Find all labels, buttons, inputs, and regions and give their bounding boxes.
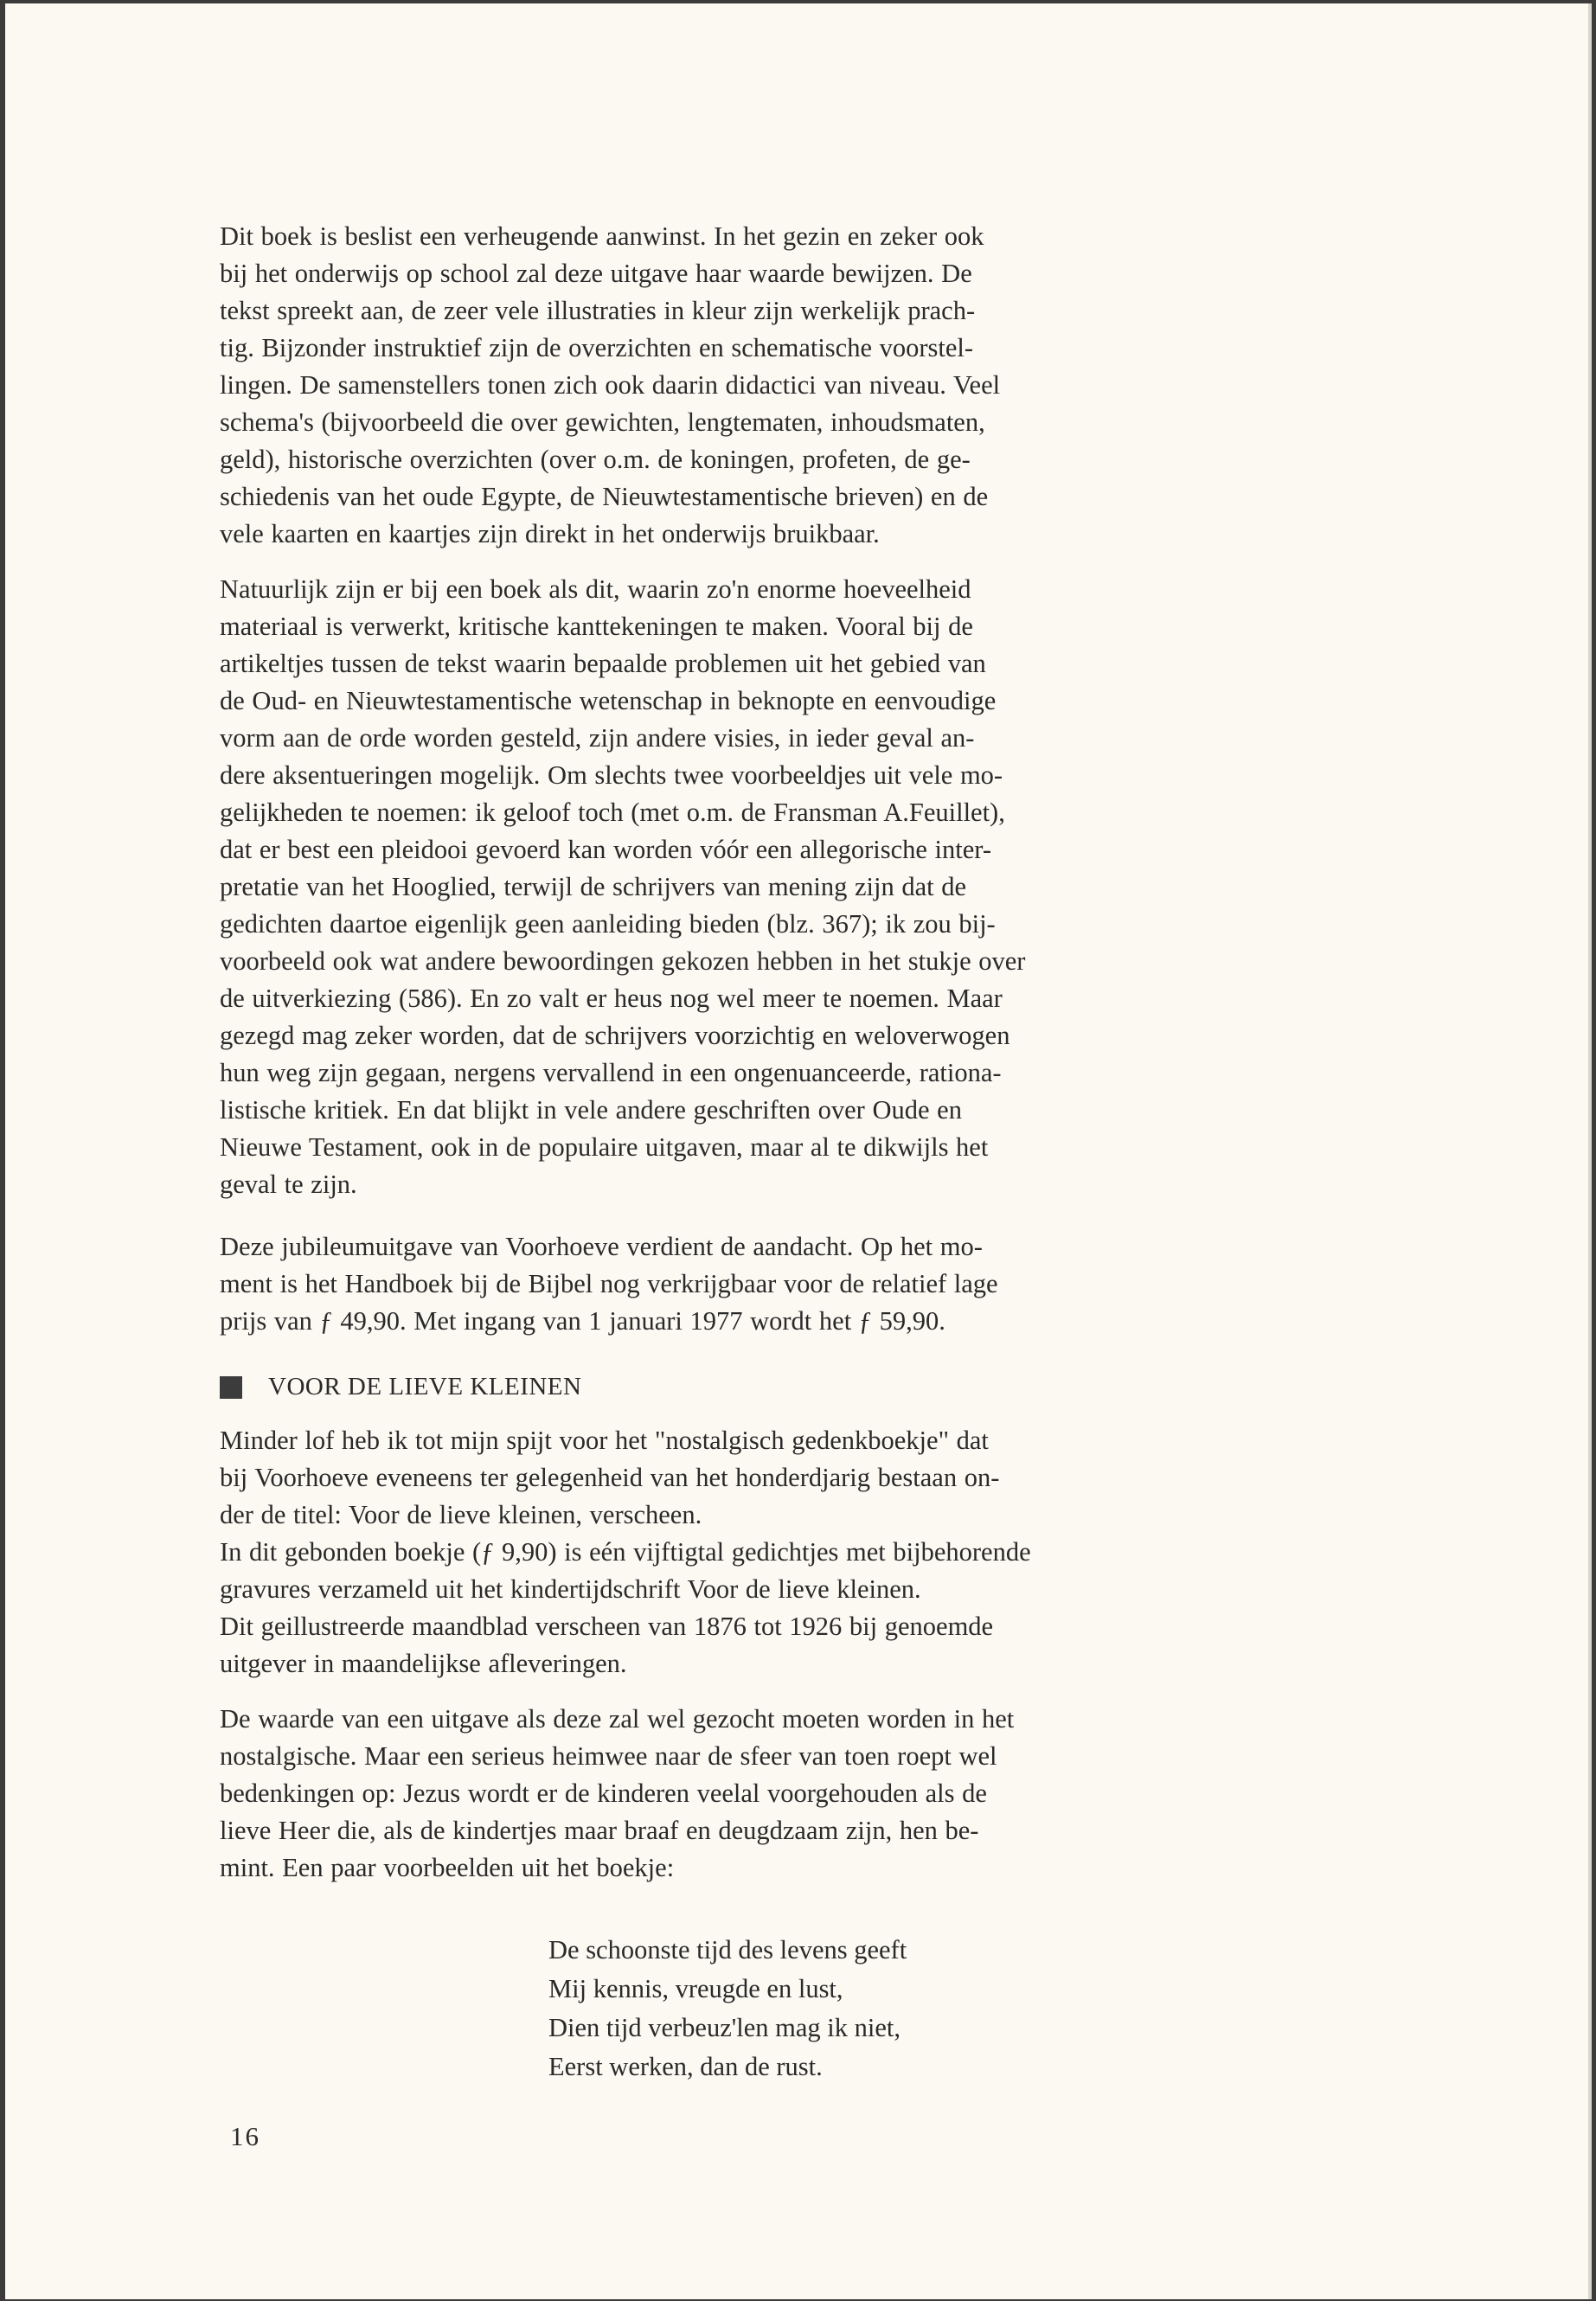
text-line: schiedenis van het oude Egypte, de Nieuwtestamentische brieven) en de xyxy=(220,482,989,511)
text-line: gravures verzameld uit het kindertijdschrift Voor de lieve kleinen. xyxy=(220,1574,921,1604)
text-line: dere aksentueringen mogelijk. Om slechts twee voorbeeldjes uit vele mo- xyxy=(220,760,1003,790)
paragraph-1 xyxy=(220,218,1431,553)
paragraph-2 xyxy=(220,571,1431,1203)
text-line: voorbeeld ook wat andere bewoordingen gekozen hebben in het stukje over xyxy=(220,946,1026,976)
text-line: de Oud- en Nieuwtestamentische wetenschap in beknopte en eenvoudige xyxy=(220,686,997,715)
poem-stanza xyxy=(548,1931,907,2086)
text-line: de uitverkiezing (586). En zo valt er heus nog wel meer te noemen. Maar xyxy=(220,984,1003,1013)
text-line: Minder lof heb ik tot mijn spijt voor het "nostalgisch gedenkboekje" dat xyxy=(220,1426,989,1455)
text-line: gedichten daartoe eigenlijk geen aanleiding bieden (blz. 367); ik zou bij- xyxy=(220,909,996,939)
text-line: lieve Heer die, als de kindertjes maar braaf en deugdzaam zijn, hen be- xyxy=(220,1816,979,1845)
text-line: listische kritiek. En dat blijkt in vele andere geschriften over Oude en xyxy=(220,1095,962,1125)
text-line: vorm aan de orde worden gesteld, zijn andere visies, in ieder geval an- xyxy=(220,723,975,753)
text-line: der de titel: Voor de lieve kleinen, verscheen. xyxy=(220,1500,702,1529)
text-line: prijs van ƒ 49,90. Met ingang van 1 januari 1977 wordt het ƒ 59,90. xyxy=(220,1306,945,1336)
paragraph-4 xyxy=(220,1422,1431,1682)
text-line: hun weg zijn gegaan, nergens vervallend in een ongenuanceerde, rationa- xyxy=(220,1058,1002,1087)
text-line: Deze jubileumuitgave van Voorhoeve verdient de aandacht. Op het mo- xyxy=(220,1232,983,1261)
text-line: geval te zijn. xyxy=(220,1170,357,1199)
text-line: dat er best een pleidooi gevoerd kan worden vóór een allegorische inter- xyxy=(220,835,992,864)
paragraph-3 xyxy=(220,1228,1431,1340)
poem-line: Eerst werken, dan de rust. xyxy=(548,2052,823,2081)
section-heading-text: VOOR DE LIEVE KLEINEN xyxy=(268,1373,582,1400)
section-heading xyxy=(220,1373,581,1401)
poem-line: Mij kennis, vreugde en lust, xyxy=(548,1974,843,2003)
text-line: bedenkingen op: Jezus wordt er de kinderen veelal voorgehouden als de xyxy=(220,1779,987,1808)
poem-line: De schoonste tijd des levens geeft xyxy=(548,1935,907,1965)
text-line: In dit gebonden boekje (ƒ 9,90) is eén vijftigtal gedichtjes met bijbehorende xyxy=(220,1537,1031,1567)
text-line: tig. Bijzonder instruktief zijn de overzichten en schematische voorstel- xyxy=(220,333,974,362)
bullet-square-icon xyxy=(220,1376,242,1399)
poem-line: Dien tijd verbeuz'len mag ik niet, xyxy=(548,2013,901,2042)
text-line: lingen. De samenstellers tonen zich ook daarin didactici van niveau. Veel xyxy=(220,370,1001,400)
text-line: bij Voorhoeve eveneens ter gelegenheid van het honderdjarig bestaan on- xyxy=(220,1463,1000,1492)
text-line: tekst spreekt aan, de zeer vele illustraties in kleur zijn werkelijk prach- xyxy=(220,296,976,325)
page-sheet xyxy=(5,3,1592,2299)
paragraph-5 xyxy=(220,1701,1431,1887)
page-number: 16 xyxy=(230,2121,260,2151)
text-line: nostalgische. Maar een serieus heimwee naar de sfeer van toen roept wel xyxy=(220,1741,997,1771)
text-line: uitgever in maandelijkse afleveringen. xyxy=(220,1649,627,1678)
text-line: gelijkheden te noemen: ik geloof toch (met o.m. de Fransman A.Feuillet), xyxy=(220,798,1005,827)
text-line: ment is het Handboek bij de Bijbel nog verkrijgbaar voor de relatief lage xyxy=(220,1269,998,1298)
text-line: artikeltjes tussen de tekst waarin bepaalde problemen uit het gebied van xyxy=(220,649,986,678)
text-line: geld), historische overzichten (over o.m. de koningen, profeten, de ge- xyxy=(220,445,971,474)
text-line: schema's (bijvoorbeeld die over gewichten, lengtematen, inhoudsmaten, xyxy=(220,407,985,437)
text-line: gezegd mag zeker worden, dat de schrijvers voorzichtig en weloverwogen xyxy=(220,1021,1010,1050)
text-line: vele kaarten en kaartjes zijn direkt in het onderwijs bruikbaar. xyxy=(220,519,880,548)
text-line: Nieuwe Testament, ook in de populaire uitgaven, maar al te dikwijls het xyxy=(220,1132,989,1162)
text-line: materiaal is verwerkt, kritische kanttekeningen te maken. Vooral bij de xyxy=(220,612,973,641)
text-line: pretatie van het Hooglied, terwijl de schrijvers van mening zijn dat de xyxy=(220,872,967,901)
text-line: De waarde van een uitgave als deze zal wel gezocht moeten worden in het xyxy=(220,1704,1015,1734)
text-line: mint. Een paar voorbeelden uit het boekje: xyxy=(220,1853,675,1882)
text-line: Dit boek is beslist een verheugende aanwinst. In het gezin en zeker ook xyxy=(220,221,984,251)
text-line: bij het onderwijs op school zal deze uitgave haar waarde bewijzen. De xyxy=(220,259,972,288)
text-line: Dit geillustreerde maandblad verscheen van 1876 tot 1926 bij genoemde xyxy=(220,1612,994,1641)
text-line: Natuurlijk zijn er bij een boek als dit, waarin zo'n enorme hoeveelheid xyxy=(220,574,971,604)
